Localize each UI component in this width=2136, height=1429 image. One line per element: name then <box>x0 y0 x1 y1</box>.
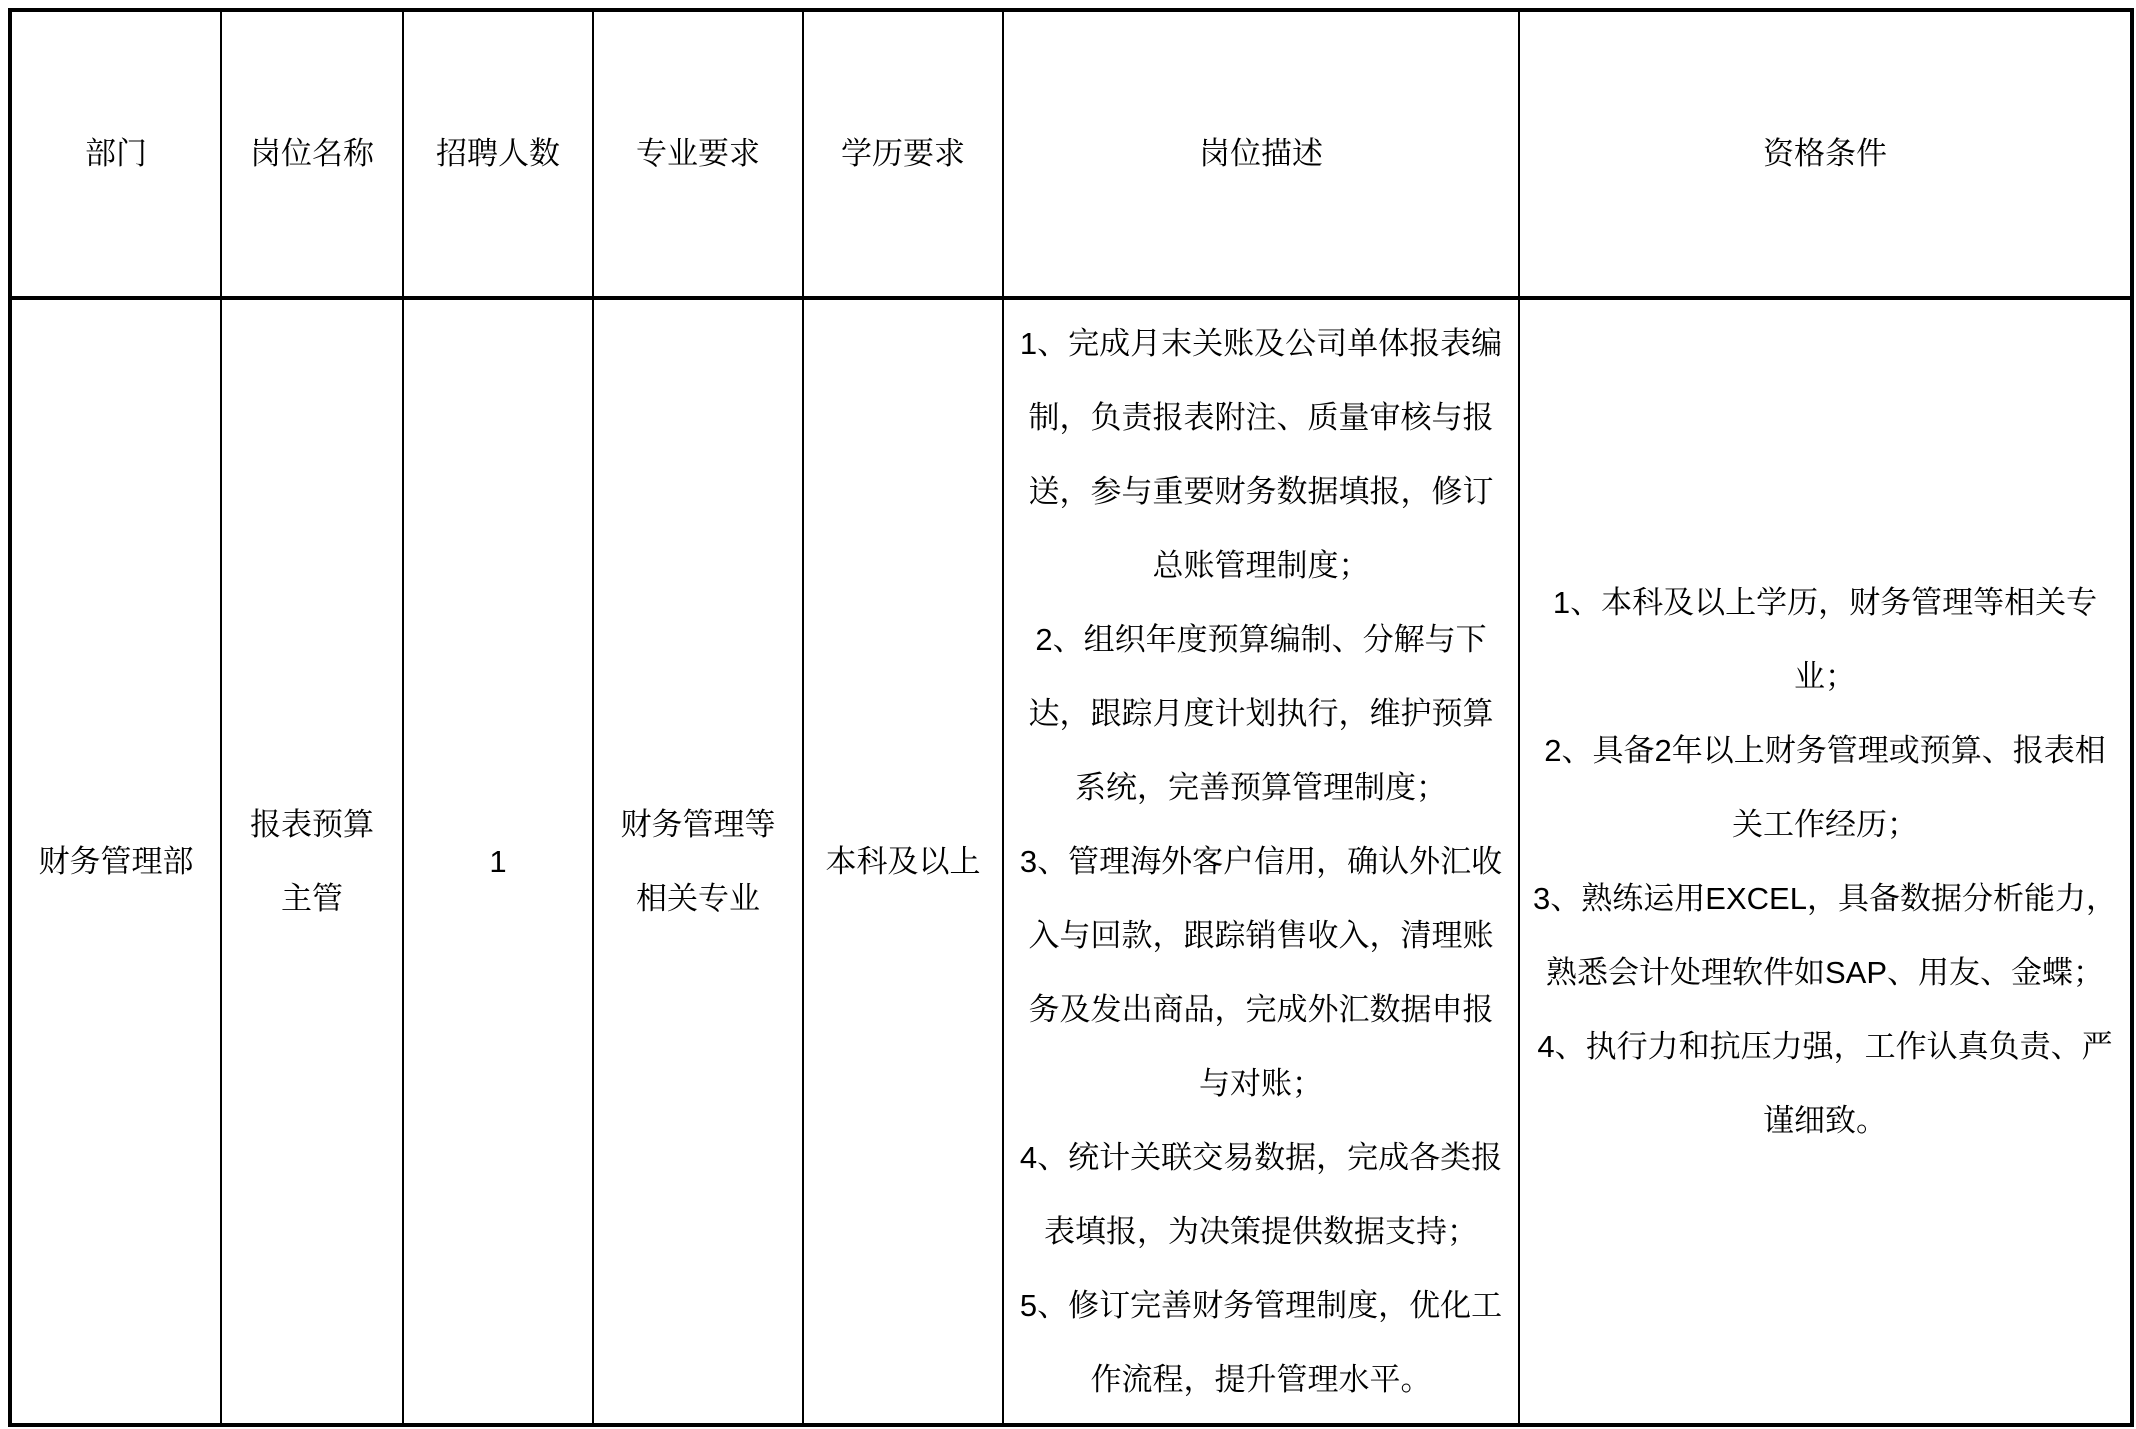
header-headcount: 招聘人数 <box>403 10 593 298</box>
cell-qualifications: 1、本科及以上学历，财务管理等相关专 业； 2、具备2年以上财务管理或预算、报表相 关工作经历； 3、熟练运用EXCEL，具备数据分析能力， 熟悉会计处理软件如SAP、用友、金蝶； 4、执行力和抗压力强，工作认真负责、严 谨细致。 <box>1519 298 2132 1425</box>
cell-education-requirement: 本科及以上 <box>803 298 1003 1425</box>
header-job-description: 岗位描述 <box>1003 10 1519 298</box>
cell-job-description: 1、完成月末关账及公司单体报表编 制，负责报表附注、质量审核与报 送，参与重要财务数据填报，修订 总账管理制度； 2、组织年度预算编制、分解与下 达，跟踪月度计划执行，维护预算 系统，完善预算管理制度； 3、管理海外客户信用，确认外汇收 入与回款，跟踪销售收入，清理账 务及发出商品，完成外汇数据申报 与对账； 4、统计关联交易数据，完成各类报 表填报，为决策提供数据支持； 5、修订完善财务管理制度，优化工 作流程，提升管理水平。 <box>1003 298 1519 1425</box>
recruitment-table <box>8 8 2134 1427</box>
header-education-requirement: 学历要求 <box>803 10 1003 298</box>
header-position-name: 岗位名称 <box>221 10 403 298</box>
header-department: 部门 <box>10 10 221 298</box>
cell-department: 财务管理部 <box>10 298 221 1425</box>
cell-major-requirement: 财务管理等 相关专业 <box>593 298 803 1425</box>
cell-headcount: 1 <box>403 298 593 1425</box>
table-row <box>10 298 2132 1425</box>
cell-position-name: 报表预算 主管 <box>221 298 403 1425</box>
table-header-row <box>10 10 2132 298</box>
header-qualifications: 资格条件 <box>1519 10 2132 298</box>
header-major-requirement: 专业要求 <box>593 10 803 298</box>
